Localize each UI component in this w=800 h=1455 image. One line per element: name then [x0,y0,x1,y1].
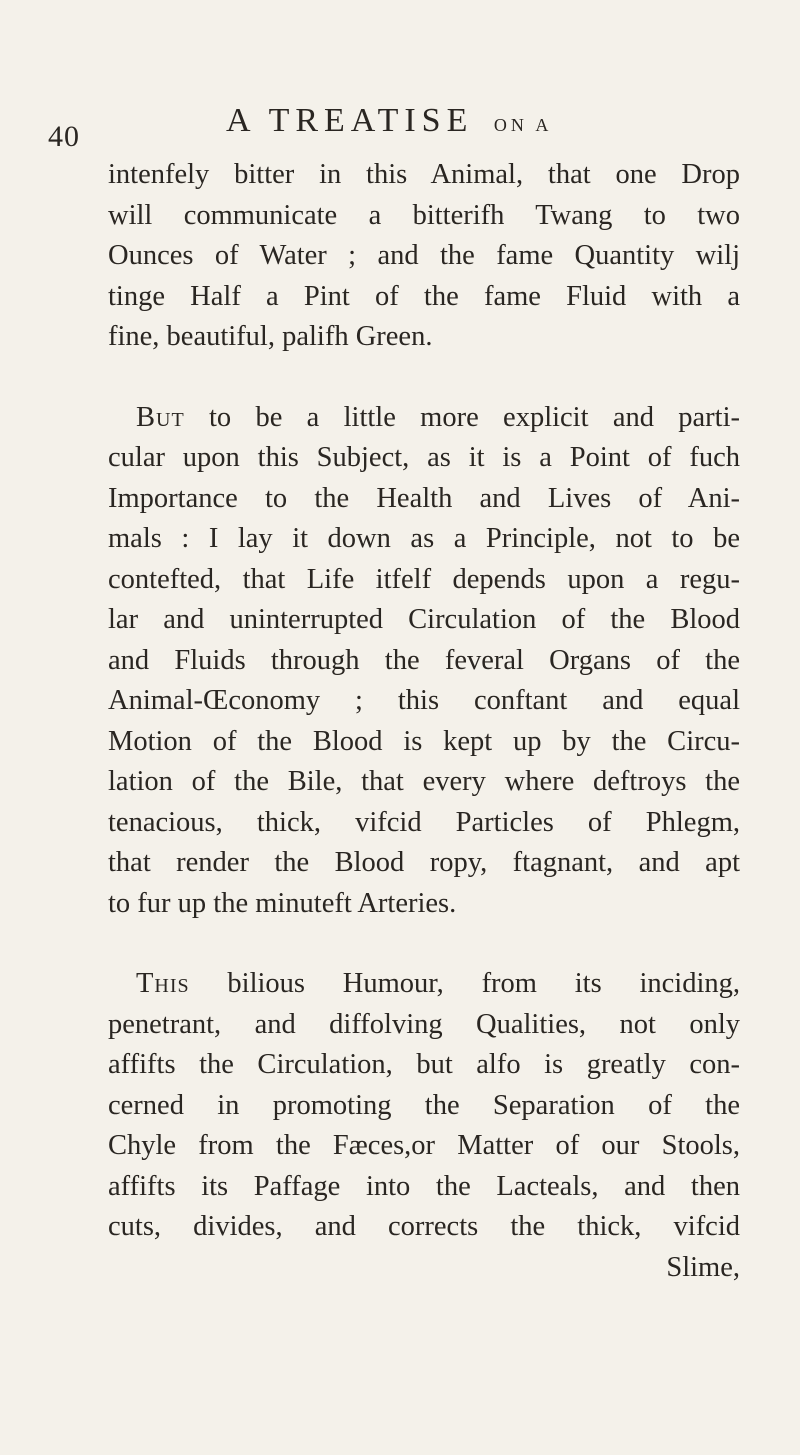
paragraph-1 [108,155,740,358]
text-line: affifts the Circulation, but alfo is greatly con- [108,1049,740,1080]
text-line: Chyle from the Fæces,or Matter of our Stools, [108,1130,740,1161]
text-line [108,398,740,439]
text-line: tenacious, thick, vifcid Particles of Phlegm, [108,806,740,838]
text-line: contefted, that Life itfelf depends upon a regu- [108,563,740,595]
running-head-title: A TREATISE [226,102,474,139]
text-line: mals : I lay it down as a Principle, not to be [108,523,740,554]
paragraph-2 [108,398,740,925]
text-line: Importance to the Health and Lives of Ani- [108,482,740,514]
body-text [108,155,740,1288]
text-line: affifts its Paffage into the Lacteals, and then [108,1170,740,1202]
text-line: fine, beautiful, palifh Green. [108,321,433,352]
text-line: lation of the Bile, that every where deftroys the [108,766,740,797]
running-head [226,102,552,140]
page-header [48,92,748,152]
text-line: penetrant, and diffolving Qualities, not only [108,1008,740,1040]
text-line: to fur up the minuteft Arteries. [108,887,457,919]
text-line: will communicate a bitterifh Twang to two [108,199,740,231]
text-line: cerned in promoting the Separation of the [108,1089,740,1121]
page-number: 40 [48,120,80,153]
paragraph-lead-word: But [136,401,185,433]
text-line: cuts, divides, and corrects the thick, vifcid [108,1211,740,1242]
running-head-small: ON A [493,115,553,135]
paragraph-lead-word: This [136,968,190,999]
text-line-rest: to be a little more explicit and parti- [184,401,740,433]
text-line: intenfely bitter in this Animal, that one Drop [108,159,740,190]
text-line: Animal-Œconomy ; this conftant and equal [108,685,740,716]
paragraph-3 [108,964,740,1248]
text-line: Ounces of Water ; and the fame Quantity wilj [108,240,740,271]
text-line: Motion of the Blood is kept up by the Circu- [108,725,740,757]
text-line-rest: bilious Humour, from its inciding, [189,968,740,999]
text-line: that render the Blood ropy, ftagnant, and apt [108,847,740,878]
text-line: tinge Half a Pint of the fame Fluid with a [108,280,740,312]
text-line: and Fluids through the feveral Organs of the [108,644,740,676]
text-line: cular upon this Subject, as it is a Point of fuch [108,442,740,473]
text-line [108,964,740,1005]
text-line: lar and uninterrupted Circulation of the Blood [108,604,740,635]
catchword: Slime, [666,1251,740,1283]
